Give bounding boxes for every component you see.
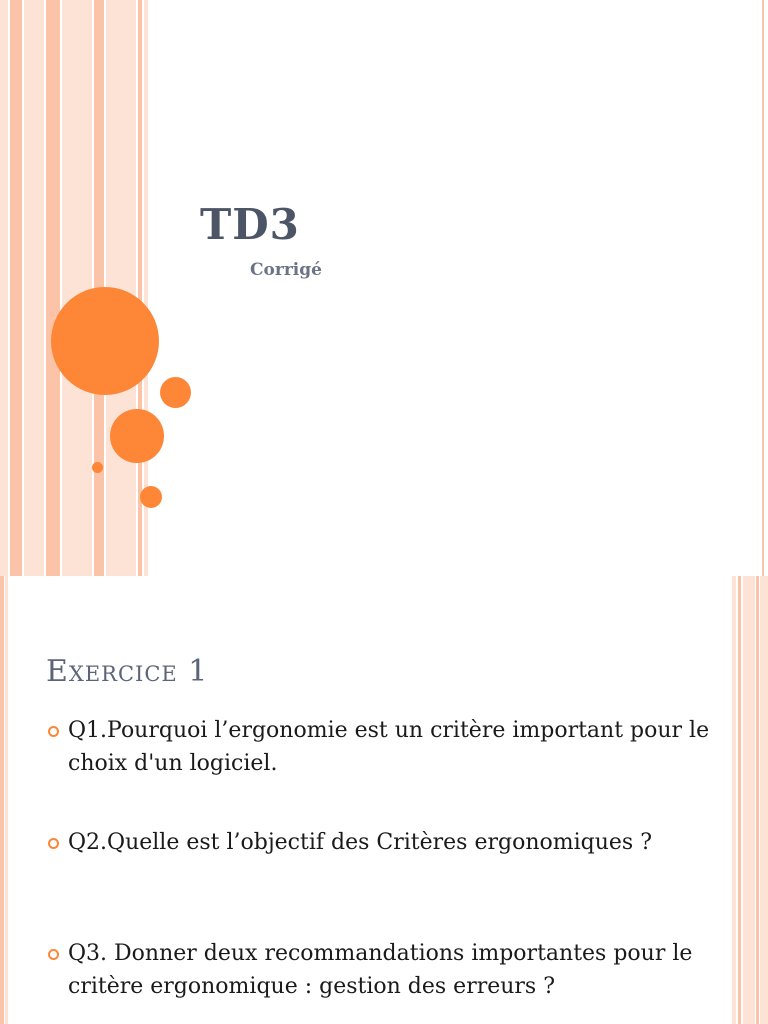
decorative-stripe <box>62 0 92 576</box>
decorative-stripe <box>24 0 44 576</box>
decorative-stripe <box>0 0 8 576</box>
question-text: Q1.Pourquoi l’ergonomie est un critère important pour le choix d'un logiciel. <box>68 718 710 776</box>
bullet-ring-icon <box>48 726 59 737</box>
decorative-stripe <box>738 576 741 1024</box>
decorative-stripe <box>5 576 8 1024</box>
decorative-stripe <box>10 0 22 576</box>
slide-subtitle: Corrigé <box>250 260 322 280</box>
question-text: Q3. Donner deux recommandations importantes pour le critère ergonomique : gestion des erreurs ? <box>68 941 693 999</box>
bullet-ring-icon <box>48 949 59 960</box>
decorative-stripe <box>732 576 736 1024</box>
content-slide <box>0 576 768 1024</box>
slide-title: Exercice 1 <box>46 654 209 689</box>
decorative-stripe <box>0 576 4 1024</box>
list-item <box>48 826 728 859</box>
question-list <box>48 714 728 1003</box>
bullet-ring-icon <box>48 838 59 849</box>
list-item <box>48 937 728 1003</box>
decorative-circle-large <box>51 287 159 395</box>
decorative-circle <box>140 486 162 508</box>
decorative-circle <box>160 377 191 408</box>
question-text: Q2.Quelle est l’objectif des Critères ergonomiques ? <box>68 830 652 855</box>
decorative-stripe <box>762 0 764 576</box>
decorative-stripe <box>46 0 60 576</box>
decorative-stripe <box>743 576 755 1024</box>
list-item <box>48 714 728 780</box>
decorative-circle <box>110 409 164 463</box>
slide-title: TD3 <box>200 200 300 249</box>
decorative-stripe <box>756 576 759 1024</box>
decorative-stripe <box>760 576 768 1024</box>
decorative-circle-small <box>92 462 103 473</box>
